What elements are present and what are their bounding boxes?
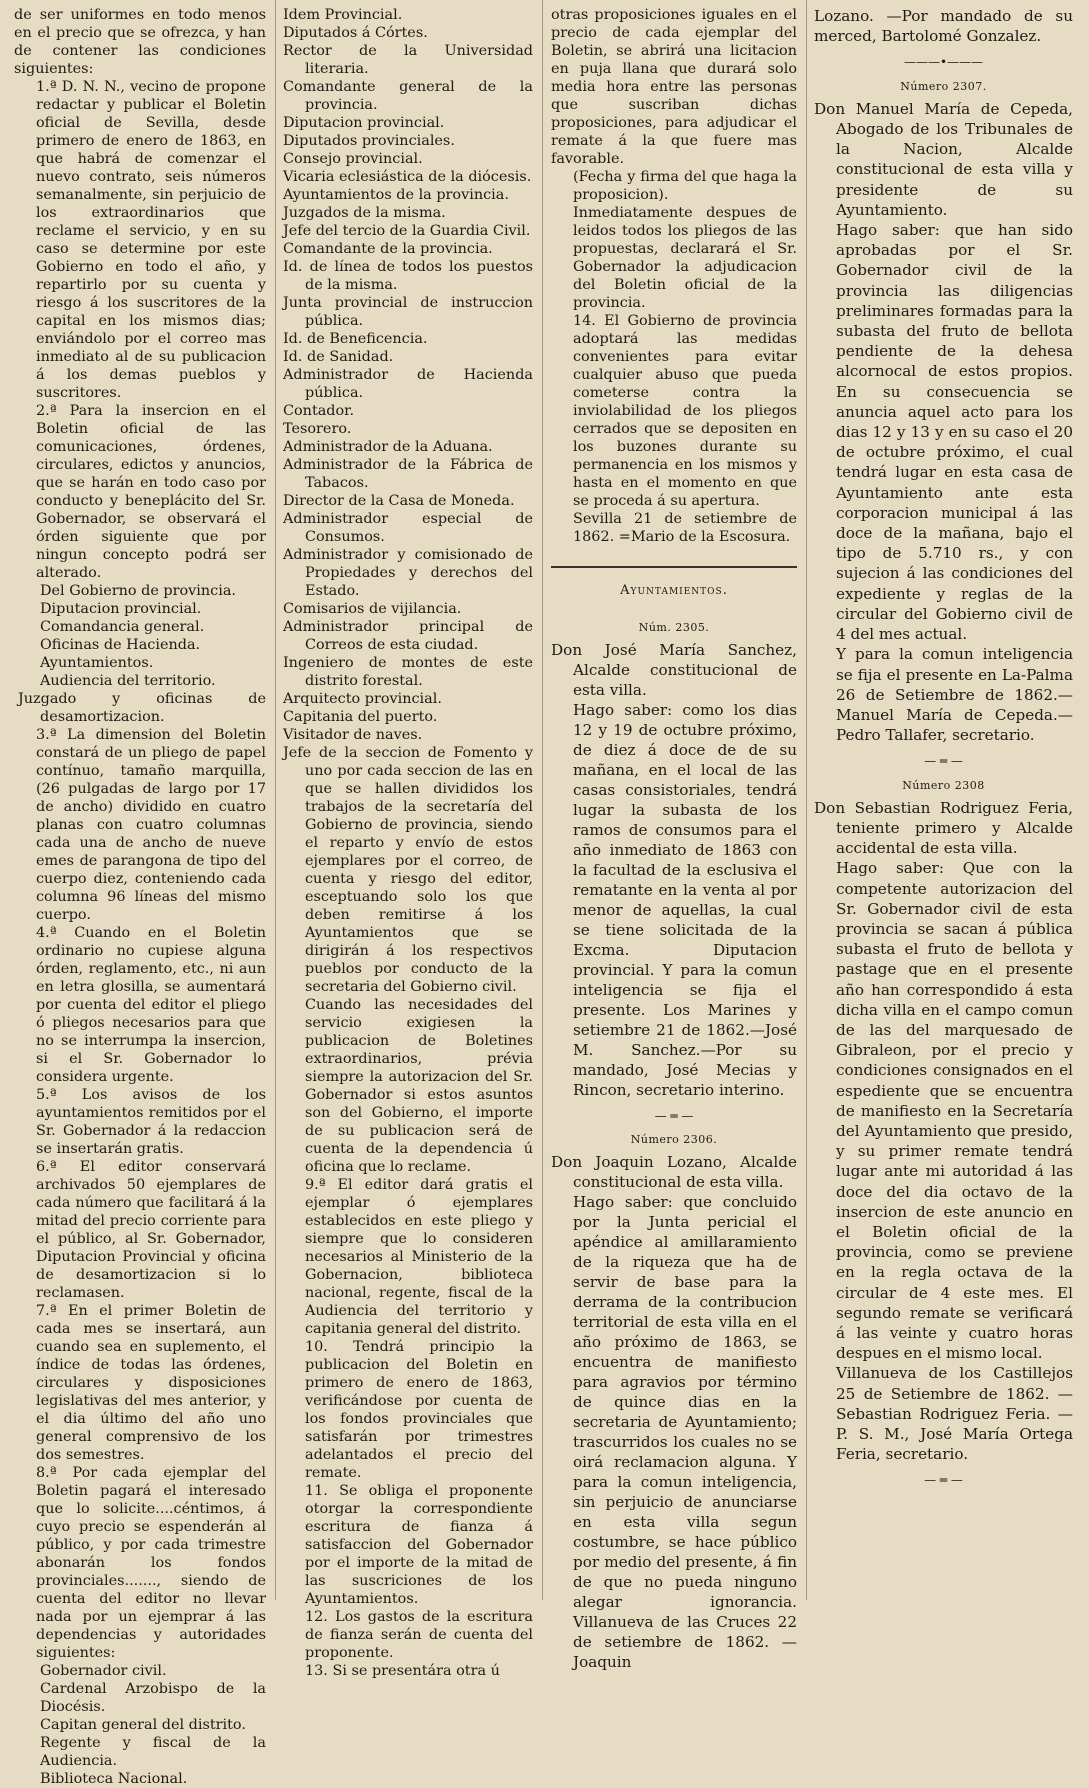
list-item: Id. de Beneficencia. bbox=[283, 331, 428, 347]
list-item: Administrador principal de Correos de esta ciudad. bbox=[283, 619, 533, 653]
condition-1: 1.ª D. N. N., vecino de propone redactar y publicar el Boletin oficial de Sevilla, desde primero de enero de 1863, en que habrá de comenzar el nuevo contrato, seis números semanalmente, sin perjuicio de los extraordinarios que reclame el servicio, y en su caso se determine por este Gobierno en todo el año, y repartirlo por su cuenta y riesgo á los suscritores de la capital en los mismos dias; enviándolo por el correo mas inmediato al de su publicacion á los demas pueblos y suscritores. bbox=[36, 79, 266, 401]
section-rule bbox=[551, 566, 797, 568]
separator: — ═ — bbox=[654, 1109, 694, 1123]
list-item: Idem Provincial. bbox=[283, 7, 403, 23]
list-item: Vicaria eclesiástica de la diócesis. bbox=[283, 169, 532, 185]
list-item: Ayuntamientos. bbox=[40, 655, 154, 671]
list-item: Administrador de la Fábrica de Tabacos. bbox=[283, 457, 533, 491]
list-item: Consejo provincial. bbox=[283, 151, 423, 167]
list-item: Comandante general de la provincia. bbox=[283, 79, 533, 113]
paragraph: Inmediatamente despues de leidos todos los pliegos de las propuestas, declarará el Sr. Gobernador la adjudicacion del Boletin oficial de la provincia. bbox=[573, 205, 797, 311]
list-item: Rector de la Universidad literaria. bbox=[283, 43, 533, 77]
notice-body: Y para la comun inteligencia se fija el presente en La-Palma 26 de Setiembre de 1862.—Manuel María de Cepeda.—Pedro Tallafer, secretario. bbox=[836, 645, 1073, 745]
list-item: Comisarios de vijilancia. bbox=[283, 601, 462, 617]
list-item: Director de la Casa de Moneda. bbox=[283, 493, 515, 509]
condition-9: 9.ª El editor dará gratis el ejemplar ó ejemplares establecidos en este pliego y siempre que lo consideren necesarios al Ministerio de la Gobernacion, biblioteca nacional, regente, fiscal de la Audiencia del territorio y capitania general del distrito. bbox=[305, 1177, 533, 1337]
list-item: Id. de línea de todos los puestos de la misma. bbox=[283, 259, 533, 293]
list-item: Juzgado y oficinas de desamortizacion. bbox=[18, 691, 266, 725]
list-item: Diputacion provincial. bbox=[40, 601, 202, 617]
list-item: Junta provincial de instruccion pública. bbox=[283, 295, 533, 329]
condition-8: 8.ª Por cada ejemplar del Boletin pagará el interesado que lo solicite....céntimos, á cuyo precio se espenderán al público, y por cada trimestre abonarán los fondos provinciales......., siendo de cuenta del editor no llevar nada por un ejemprar á las dependencias y autoridades siguientes: bbox=[36, 1465, 266, 1661]
list-item: Capitania del puerto. bbox=[283, 709, 438, 725]
list-item: Tesorero. bbox=[283, 421, 352, 437]
list-item: Capitan general del distrito. bbox=[40, 1717, 246, 1733]
list-item: Diputados á Córtes. bbox=[283, 25, 428, 41]
notice-body: Hago saber: Que con la competente autorizacion del Sr. Gobernador civil de esta provincia se sacan á pública subasta el fruto de bellota y pastage que en el presente año han correspondido á esta dicha villa en el campo comun de las del marquesado de Gibraleon, por el precio y condiciones consignados en el espediente que se encuentra de manifiesto en la Secretaría del Ayuntamiento que presido, y su primer remate tendrá lugar ante mi autoridad á las doce del dia octavo de la insercion de este anuncio en el Boletin oficial de la provincia, como se previene en la regla octava de la circular de 4 este mes. El segundo remate se verificará á las veinte y cuatro horas despues en el mismo local. bbox=[836, 859, 1073, 1363]
paragraph: Lozano. —Por mandado de su merced, Bartolomé Gonzalez. bbox=[814, 7, 1073, 46]
list-item: Comandancia general. bbox=[40, 619, 205, 635]
list-item: Del Gobierno de provincia. bbox=[40, 583, 236, 599]
notice-title: Don Manuel María de Cepeda, Abogado de los Tribunales de la Nacion, Alcalde constitucional de esta villa y presidente de su Ayuntamiento. bbox=[814, 99, 1073, 219]
notice-title: Don Joaquin Lozano, Alcalde constitucional de esta villa. bbox=[551, 1153, 797, 1191]
paragraph: Cuando las necesidades del servicio exigiesen la publicacion de Boletines extraordinarios, prévia siempre la autorizacion del Sr. Gobernador si estos asuntos son del Gobierno, el importe de su publicacion será de cuenta de la dependencia ú oficina que lo reclame. bbox=[305, 997, 533, 1175]
notice-body: Villanueva de los Castillejos 25 de Setiembre de 1862. —Sebastian Rodriguez Feria. —P. S. M., José María Ortega Feria, secretario. bbox=[836, 1364, 1073, 1464]
list-item: Id. de Sanidad. bbox=[283, 349, 394, 365]
list-item: Audiencia del territorio. bbox=[40, 673, 216, 689]
notice-number: Número 2306. bbox=[630, 1133, 718, 1146]
condition-13: 13. Si se presentára otra ú bbox=[305, 1663, 500, 1679]
list-item: Ingeniero de montes de este distrito forestal. bbox=[283, 655, 533, 689]
condition-2: 2.ª Para la insercion en el Boletin oficial de las comunicaciones, órdenes, circulares, edictos y anuncios, que se harán en todo caso por conducto y beneplácito del Sr. Gobernador, se observará el órden siguiente que por ningun concepto podrá ser alterado. bbox=[36, 403, 266, 581]
paragraph: otras proposiciones iguales en el precio de cada ejemplar del Boletin, se abrirá una licitacion en puja llana que durará solo media hora entre las personas que suscriban dichas proposiciones, para adjudicar el remate á la que fuere mas favorable. bbox=[551, 7, 797, 167]
column-divider bbox=[542, 0, 543, 1600]
authority-list bbox=[283, 6, 533, 996]
list-item: Juzgados de la misma. bbox=[283, 205, 446, 221]
separator: — ═ — bbox=[924, 1473, 963, 1488]
notice-number: Núm. 2305. bbox=[638, 621, 710, 634]
condition-12: 12. Los gastos de la escritura de fianza serán de cuenta del proponente. bbox=[305, 1609, 533, 1661]
list-item: Jefe del tercio de la Guardia Civil. bbox=[283, 223, 531, 239]
paragraph: (Fecha y firma del que haga la proposicion). bbox=[573, 169, 797, 203]
condition-5: 5.ª Los avisos de los ayuntamientos remitidos por el Sr. Gobernador á la redaccion se insertarán gratis. bbox=[36, 1087, 266, 1157]
notice-number: Número 2307. bbox=[900, 79, 987, 93]
section-heading: Ayuntamientos. bbox=[620, 583, 728, 598]
list-item: Administrador de la Aduana. bbox=[283, 439, 493, 455]
list-item: Biblioteca Nacional. bbox=[40, 1771, 188, 1787]
column-3 bbox=[551, 6, 797, 1672]
list-item: Administrador de Hacienda pública. bbox=[283, 367, 533, 401]
list-item: Oficinas de Hacienda. bbox=[40, 637, 201, 653]
paragraph: de ser uniformes en todo menos en el precio que se ofrezca, y han de contener las condiciones siguientes: bbox=[14, 7, 266, 77]
condition-7: 7.ª En el primer Boletin de cada mes se insertará, aun cuando sea en suplemento, el índice de todas las órdenes, circulares y disposiciones legislativas del mes anterior, y el dia último del año uno general comprensivo de los dos semestres. bbox=[36, 1303, 266, 1463]
condition-4: 4.ª Cuando en el Boletin ordinario no cupiese alguna órden, reglamento, etc., ni aun en letra glosilla, se aumentará por cuenta del editor el pliego ó pliegos necesarios para que no se interrumpa la insercion, si el Sr. Gobernador lo considera urgente. bbox=[36, 925, 266, 1085]
notice-body: Hago saber: que concluido por la Junta pericial el apéndice al amillaramiento de la riqueza que ha de servir de base para la derrama de la contribucion territorial de esta villa en el año próximo de 1863, se encuentra de manifiesto para agravios por término de quince dias en la secretaria de Ayuntamiento; trascurridos los cuales no se oirá reclamacion alguna. Y para la comun inteligencia, sin perjuicio de anunciarse en esta villa segun costumbre, se hace público por medio del presente, á fin de que no pueda ninguno alegar ignorancia. Villanueva de las Cruces 22 de setiembre de 1862. —Joaquin bbox=[573, 1193, 797, 1671]
notice-title: Don José María Sanchez, Alcalde constitucional de esta villa. bbox=[551, 641, 797, 699]
condition-3: 3.ª La dimension del Boletin constará de un pliego de papel contínuo, tamaño marquilla, (26 pulgadas de largo por 17 de ancho) dividido en cuatro planas con cuatro columnas cada una de ancho de nueve emes de parangona de tipo del cuerpo diez, conteniendo cada columna 96 líneas del mismo cuerpo. bbox=[36, 727, 266, 923]
list-item: Visitador de naves. bbox=[283, 727, 423, 743]
column-divider bbox=[275, 0, 276, 1600]
separator: — ═ — bbox=[924, 754, 963, 769]
condition-10: 10. Tendrá principio la publicacion del Boletin en primero de enero de 1863, verificándose por cuenta de los fondos provinciales que satisfarán por trimestres adelantados el precio del remate. bbox=[305, 1339, 533, 1481]
list-item: Jefe de la seccion de Fomento y uno por cada seccion de las en que se hallen divididos los trabajos de la secretaría del Gobierno de provincia, siendo el reparto y envío de estos ejemplares por el correo, de cuenta y riesgo del editor, esceptuando solo los que deben remitirse á los Ayuntamientos que se dirigirán á los respectivos pueblos por conducto de la secretaria del Gobierno civil. bbox=[283, 745, 533, 995]
list-item: Contador. bbox=[283, 403, 355, 419]
list-item: Gobernador civil. bbox=[40, 1663, 167, 1679]
column-1 bbox=[14, 6, 266, 1788]
column-2 bbox=[283, 6, 533, 1680]
condition-11: 11. Se obliga el proponente otorgar la correspondiente escritura de fianza á satisfaccion del Gobernador por el importe de la mitad de las suscriciones de los Ayuntamientos. bbox=[305, 1483, 533, 1607]
list-item: Regente y fiscal de la Audiencia. bbox=[40, 1735, 266, 1769]
notice-number: Número 2308 bbox=[902, 778, 985, 792]
separator: ———•——— bbox=[903, 55, 984, 70]
condition-6: 6.ª El editor conservará archivados 50 ejemplares de cada número que facilitará á la mitad del precio corriente para el público, al Sr. Gobernador, Diputacion Provincial y oficina de desamortizacion si lo reclamasen. bbox=[36, 1159, 266, 1301]
list-item: Cardenal Arzobispo de la Diocésis. bbox=[40, 1681, 266, 1715]
list-item: Diputacion provincial. bbox=[283, 115, 445, 131]
list-item: Arquitecto provincial. bbox=[283, 691, 442, 707]
notice-body: Hago saber: que han sido aprobadas por el Sr. Gobernador civil de la provincia las diligencias preliminares formadas para la subasta del fruto de bellota pendiente de la dehesa alcornocal de estos propios. En su consecuencia se anuncia aquel acto para los dias 12 y 13 y en su caso el 20 de octubre próximo, el cual tendrá lugar en esta casa de Ayuntamiento ante esta corporacion municipal á las doce de la mañana, bajo el tipo de 5.710 rs., y con sujecion á las condiciones del expediente y reglas de la circular del Gobierno civil de 4 del mes actual. bbox=[836, 221, 1073, 644]
condition-14: 14. El Gobierno de provincia adoptará las medidas convenientes para evitar cualquier abuso que pueda cometerse contra la inviolabilidad de los pliegos cerrados que se depositen en los buzones durante su permanencia en los mismos y hasta en el momento en que se proceda á su apertura. bbox=[573, 313, 797, 509]
list-item: Administrador especial de Consumos. bbox=[283, 511, 533, 545]
list-item: Ayuntamientos de la provincia. bbox=[283, 187, 509, 203]
notice-body: Hago saber: como los dias 12 y 19 de octubre próximo, de diez á doce de de su mañana, en el local de las casas consistoriales, tendrá lugar la subasta de los ramos de consumos para el año inmediato de 1863 con la facultad de la esclusiva el rematante en la venta al por menor de aquellas, la cual se tiene solicitada de la Excma. Diputacion provincial. Y para la comun inteligencia se fija el presente. Los Marines y setiembre 21 de 1862.—José M. Sanchez.—Por su mandado, José Mecias y Rincon, secretario interino. bbox=[573, 701, 797, 1099]
list-item: Administrador y comisionado de Propiedades y derechos del Estado. bbox=[283, 547, 533, 599]
list-item: Comandante de la provincia. bbox=[283, 241, 493, 257]
date-signature: Sevilla 21 de setiembre de 1862. =Mario de la Escosura. bbox=[573, 511, 797, 545]
column-4 bbox=[814, 6, 1073, 1493]
column-divider bbox=[806, 0, 807, 1600]
notice-title: Don Sebastian Rodriguez Feria, teniente primero y Alcalde accidental de esta villa. bbox=[814, 798, 1073, 858]
list-item: Diputados provinciales. bbox=[283, 133, 455, 149]
